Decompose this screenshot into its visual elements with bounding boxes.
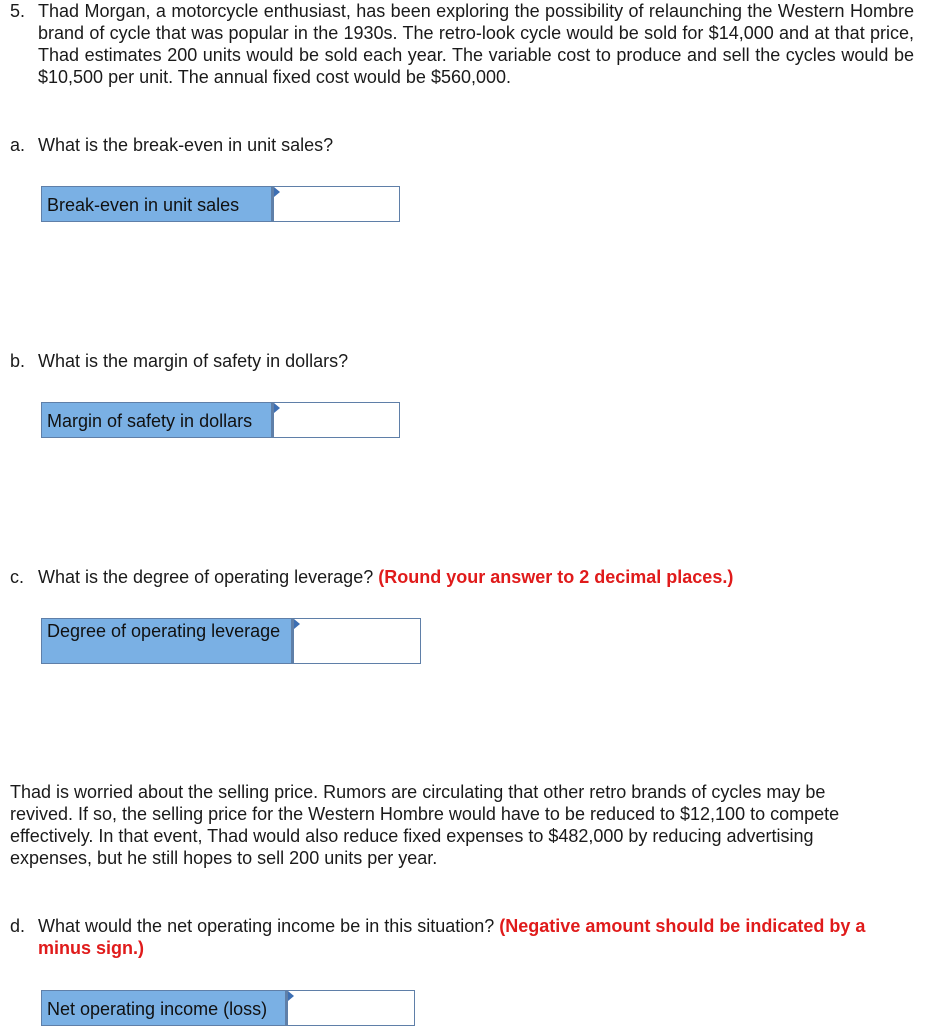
answer-row-d: [41, 990, 415, 1026]
question-letter: d.: [10, 916, 26, 936]
question-note: (Round your answer to 2 decimal places.): [378, 567, 734, 587]
answer-cell[interactable]: [292, 619, 420, 663]
net-operating-income-input[interactable]: [288, 991, 414, 1025]
problem-text: Thad Morgan, a motorcycle enthusiast, has been exploring the possibility of relaunching the Western Hombre brand of cycle that was popular in the 1930s. The retro-look cycle would be sold for $14,000 and at that price, Thad estimates 200 units would be sold each year. The variable cost to produce and sell the cycles would be $10,500 per unit. The annual fixed cost would be $560,000.: [38, 1, 914, 87]
field-label: Break-even in unit sales: [42, 187, 272, 221]
question-text: What is the margin of safety in dollars?: [38, 351, 349, 371]
answer-cell[interactable]: [272, 403, 399, 437]
answer-row-a: [41, 186, 400, 222]
question-a: [10, 134, 333, 156]
cell-marker-icon: [294, 619, 300, 629]
field-label: Net operating income (loss): [42, 991, 286, 1025]
field-label: Degree of operating leverage: [42, 619, 292, 663]
problem-number: 5.: [10, 1, 26, 21]
scenario-paragraph: Thad is worried about the selling price. Rumors are circulating that other retro brands of cycles may be revived. If so, the selling price for the Western Hombre would have to be reduced to $12,100 to compete effectively. In that event, Thad would also reduce fixed expenses to $482,000 by reducing advertising expenses, but he still hopes to sell 200 units per year.: [10, 782, 840, 868]
question-b: [10, 350, 348, 372]
question-note: (Negative amount should be indicated by a minus sign.): [38, 916, 866, 958]
break-even-units-input[interactable]: [274, 187, 399, 221]
answer-row-c: [41, 618, 421, 664]
question-letter: b.: [10, 351, 26, 371]
question-text: What would the net operating income be in this situation?: [38, 916, 495, 936]
operating-leverage-input[interactable]: [294, 619, 420, 663]
answer-cell[interactable]: [272, 187, 399, 221]
question-letter: a.: [10, 135, 26, 155]
field-label: Margin of safety in dollars: [42, 403, 272, 437]
answer-row-b: [41, 402, 400, 438]
margin-of-safety-input[interactable]: [274, 403, 399, 437]
cell-marker-icon: [274, 187, 280, 197]
answer-cell[interactable]: [286, 991, 414, 1025]
question-d: [10, 915, 914, 959]
question-text: What is the degree of operating leverage?: [38, 567, 374, 587]
question-text: What is the break-even in unit sales?: [38, 135, 334, 155]
question-letter: c.: [10, 567, 25, 587]
question-c: [10, 566, 733, 588]
cell-marker-icon: [274, 403, 280, 413]
problem-statement: [10, 0, 914, 88]
cell-marker-icon: [288, 991, 294, 1001]
